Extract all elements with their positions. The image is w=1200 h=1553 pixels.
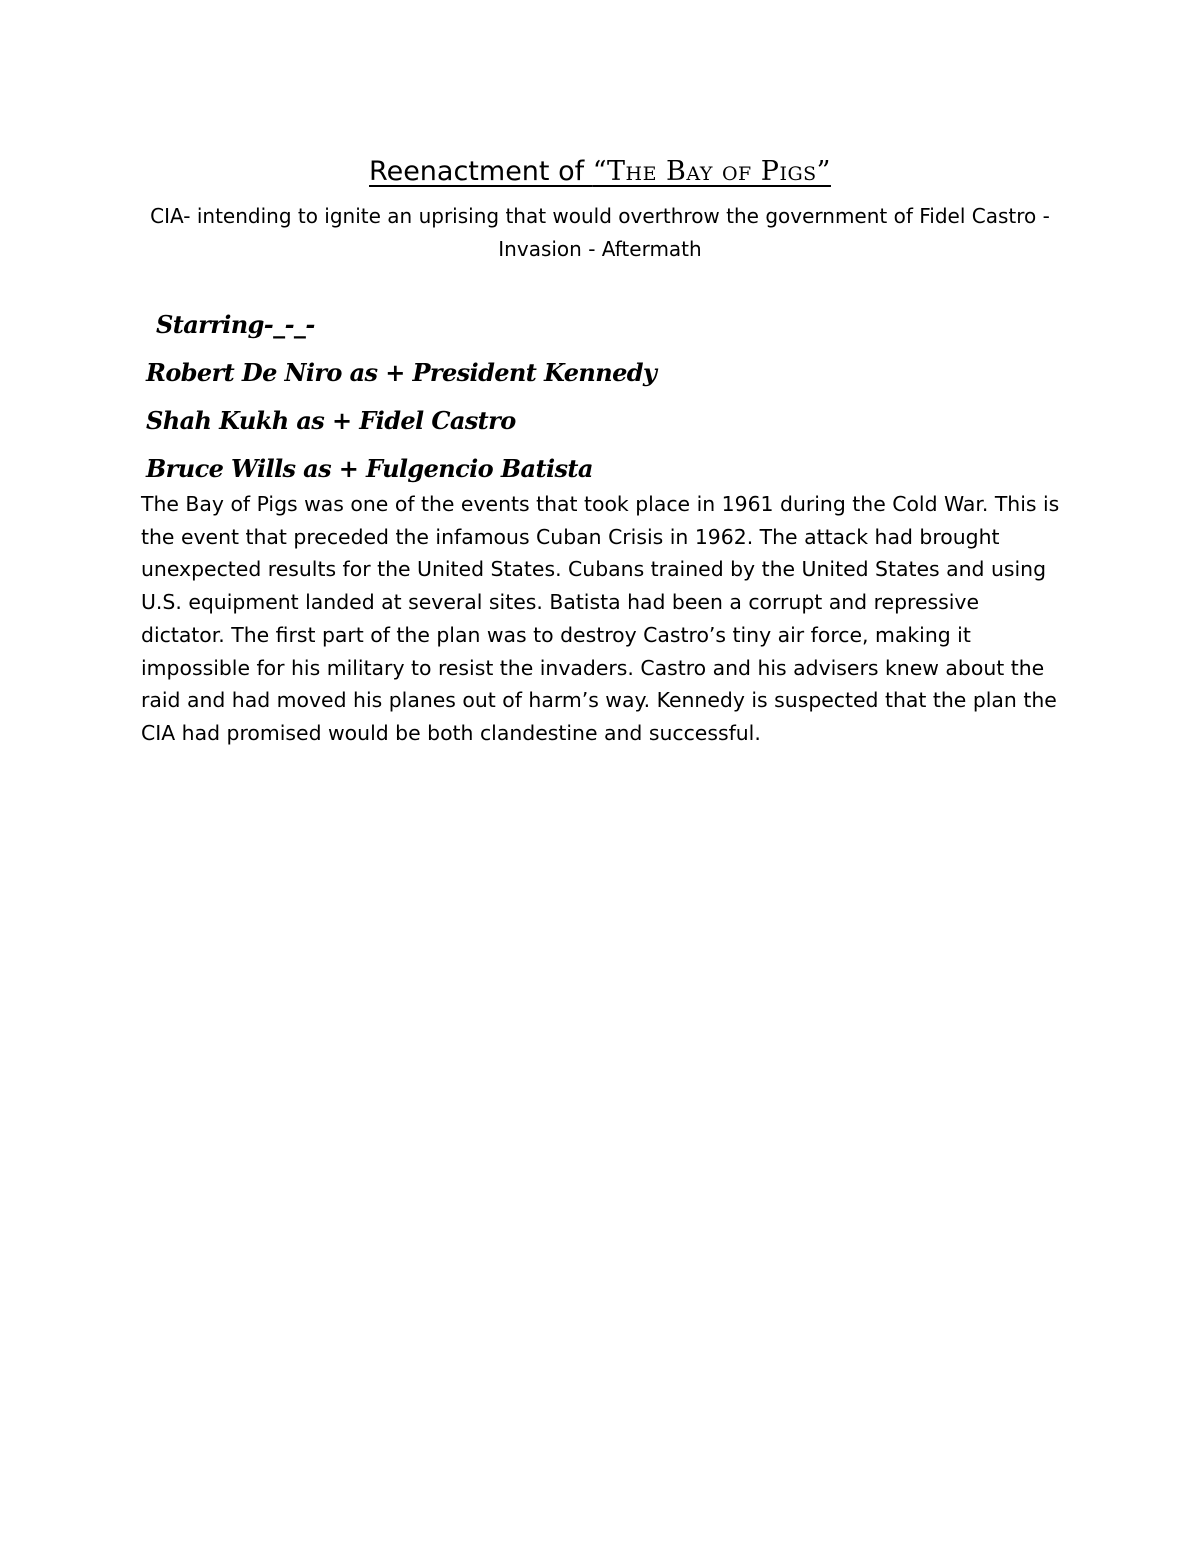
- title-prefix: Reenactment of: [369, 156, 593, 187]
- cast-role: Bruce Wills as + Fulgencio Batista: [146, 454, 593, 483]
- cast-list: [146, 301, 1046, 493]
- body-paragraph: The Bay of Pigs was one of the events that took place in 1961 during the Cold War. This is the event that preceded the infamous Cuban Crisis in 1962. The attack had brought unexpected results for the United States. Cubans trained by the United States and using U.S. equipment landed at several sites. Batista had been a corrupt and repressive dictator. The first part of the plan was to destroy Castro’s tiny air force, making it impossible for his military to resist the invaders. Castro and his advisers knew about the raid and had moved his planes out of harm’s way. Kennedy is suspected that the plan the CIA had promised would be both clandestine and successful.: [141, 492, 1060, 745]
- starring-heading: Starring-_-_-: [156, 310, 315, 339]
- document-subtitle: CIA- intending to ignite an uprising that would overthrow the government of Fidel Castro - Invasion - Aftermath: [150, 204, 1050, 261]
- title-quoted: “The Bay of Pigs”: [592, 156, 831, 187]
- cast-role: Shah Kukh as + Fidel Castro: [146, 406, 516, 435]
- document-title: [0, 150, 1200, 194]
- cast-role: Robert De Niro as + President Kennedy: [146, 358, 657, 387]
- title-underlined: [369, 156, 831, 187]
